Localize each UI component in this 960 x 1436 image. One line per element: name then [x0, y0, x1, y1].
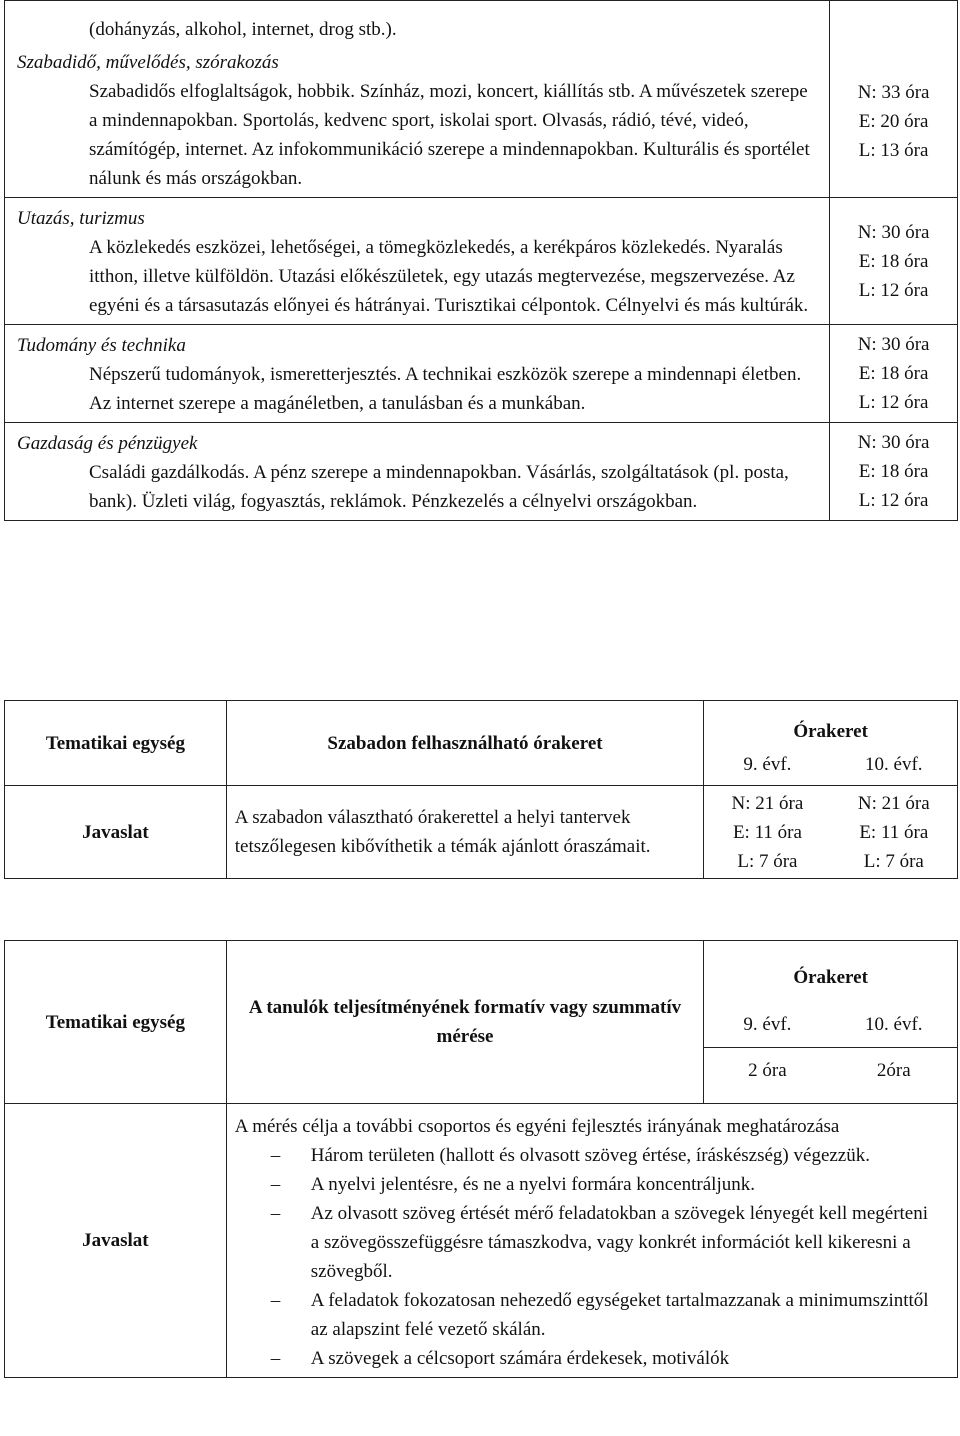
hours-l: L: 7 óra: [863, 850, 924, 872]
suggestion-list: [235, 1141, 949, 1373]
hours-grade-10: 2óra: [831, 1047, 958, 1103]
header-unit: Tematikai egység: [5, 941, 227, 1104]
list-item: – Az olvasott szöveg értését mérő feladatokban a szövegek lényegét kell megérteni a szövegösszefüggésre támaszkodva, vagy konkrét információt kell kikeresni a szövegből.: [235, 1199, 949, 1286]
hours-n: N: 33 óra: [857, 82, 930, 103]
header-title: Szabadon felhasználható órakeret: [226, 701, 703, 786]
hours-n: N: 30 óra: [857, 432, 930, 453]
grade-9: 9. évf.: [704, 750, 831, 785]
hours-l: L: 12 óra: [858, 392, 929, 413]
suggestion-row: [5, 1104, 958, 1378]
topic-title: Tudomány és technika: [17, 335, 186, 356]
topic-hours: [830, 423, 958, 521]
hours-e: E: 11 óra: [732, 821, 802, 843]
hours-grade-10: [831, 786, 958, 879]
header-title: A tanulók teljesítményének formatív vagy szummatív mérése: [226, 941, 704, 1104]
hours-l: L: 12 óra: [858, 279, 929, 301]
list-item: – A nyelvi jelentésre, és ne a nyelvi formára koncentráljunk.: [235, 1170, 949, 1199]
hours-n: N: 21 óra: [857, 792, 930, 814]
header-hours: Órakeret: [704, 941, 958, 997]
topic-hours: [830, 46, 958, 198]
suggestion-content: [226, 1104, 957, 1378]
grade-9: 9. évf.: [704, 996, 831, 1047]
grade-10: 10. évf.: [831, 750, 958, 785]
hours-n: N: 30 óra: [857, 334, 930, 355]
suggestion-label: Javaslat: [5, 1104, 227, 1378]
suggestion-row: [5, 786, 958, 879]
list-item: – A feladatok fokozatosan nehezedő egységeket tartalmazzanak a minimumszinttől az alapszint felé vezető skálán.: [235, 1286, 949, 1344]
header-row: [5, 941, 958, 997]
topic-row: [5, 423, 958, 521]
list-item: – A szövegek a célcsoport számára érdekesek, motiválók: [235, 1344, 949, 1373]
hours-e: E: 18 óra: [858, 363, 929, 384]
hours-l: L: 13 óra: [858, 140, 929, 161]
hours-e: E: 20 óra: [858, 111, 929, 132]
topic-hours: [830, 325, 958, 423]
topic-body: Szabadidős elfoglaltságok, hobbik. Színház, mozi, koncert, kiállítás stb. A művészetek szerepe a mindennapokban. Sportolás, kedvenc sport, iskolai sport. Olvasás, rádió, tévé, videó, számítógép, internet. Az infokommunikáció szerepe a mindennapokban. Kulturális és sportélet nálunk és más országokban.: [89, 81, 810, 189]
grade-10: 10. évf.: [831, 996, 958, 1047]
topic-title: Gazdaság és pénzügyek: [17, 433, 198, 454]
topic-title: Szabadidő, művelődés, szórakozás: [17, 52, 279, 73]
hours-e: E: 11 óra: [859, 821, 929, 843]
hours-e: E: 18 óra: [858, 250, 929, 272]
hours-n: N: 30 óra: [857, 221, 930, 243]
topic-body: Családi gazdálkodás. A pénz szerepe a mindennapokban. Vásárlás, szolgáltatások (pl. posta, bank). Üzleti világ, fogyasztás, reklámok. Pénzkezelés a célnyelvi országokban.: [89, 462, 789, 512]
content-table: [4, 0, 958, 521]
hours-e: E: 18 óra: [858, 461, 929, 482]
topic-body: Népszerű tudományok, ismeretterjesztés. A technikai eszközök szerepe a mindennapi életben. Az internet szerepe a magánéletben, a tanulásban és a munkában.: [89, 364, 802, 414]
assessment-table: [4, 940, 958, 1378]
hours-l: L: 12 óra: [858, 490, 929, 511]
topic-hours: [830, 198, 958, 325]
list-item: – Három területen (hallott és olvasott szöveg értése, íráskészség) végezzük.: [235, 1141, 949, 1170]
suggestion-intro: A mérés célja a további csoportos és egyéni fejlesztés irányának meghatározása: [234, 1116, 840, 1137]
header-hours: Órakeret: [704, 701, 958, 751]
topic-row: [5, 325, 958, 423]
header-row: [5, 701, 958, 751]
intro-line: (dohányzás, alkohol, internet, drog stb.).: [5, 1, 830, 47]
hours-grade-9: 2 óra: [704, 1047, 831, 1103]
hours-l: L: 7 óra: [737, 850, 798, 872]
topic-row: [5, 198, 958, 325]
topic-row: [5, 46, 958, 198]
hours-grade-9: [704, 786, 831, 879]
topic-title: Utazás, turizmus: [17, 208, 145, 229]
header-unit: Tematikai egység: [5, 701, 227, 786]
free-hours-table: [4, 700, 958, 879]
suggestion-text: A szabadon választható órakerettel a helyi tantervek tetszőlegesen kibővíthetik a témák ajánlott óraszámait.: [226, 786, 703, 879]
hours-n: N: 21 óra: [731, 792, 804, 814]
topic-body: A közlekedés eszközei, lehetőségei, a tömegközlekedés, a kerékpáros közlekedés. Nyaralás itthon, illetve külföldön. Utazási előkészületek, egy utazás megtervezése, megszervezése. Az egyéni és a társasutazás előnyei és hátrányai. Turisztikai célpontok. Célnyelvi és más kultúrák.: [89, 237, 809, 316]
intro-row: [5, 1, 958, 47]
suggestion-label: Javaslat: [5, 786, 227, 879]
